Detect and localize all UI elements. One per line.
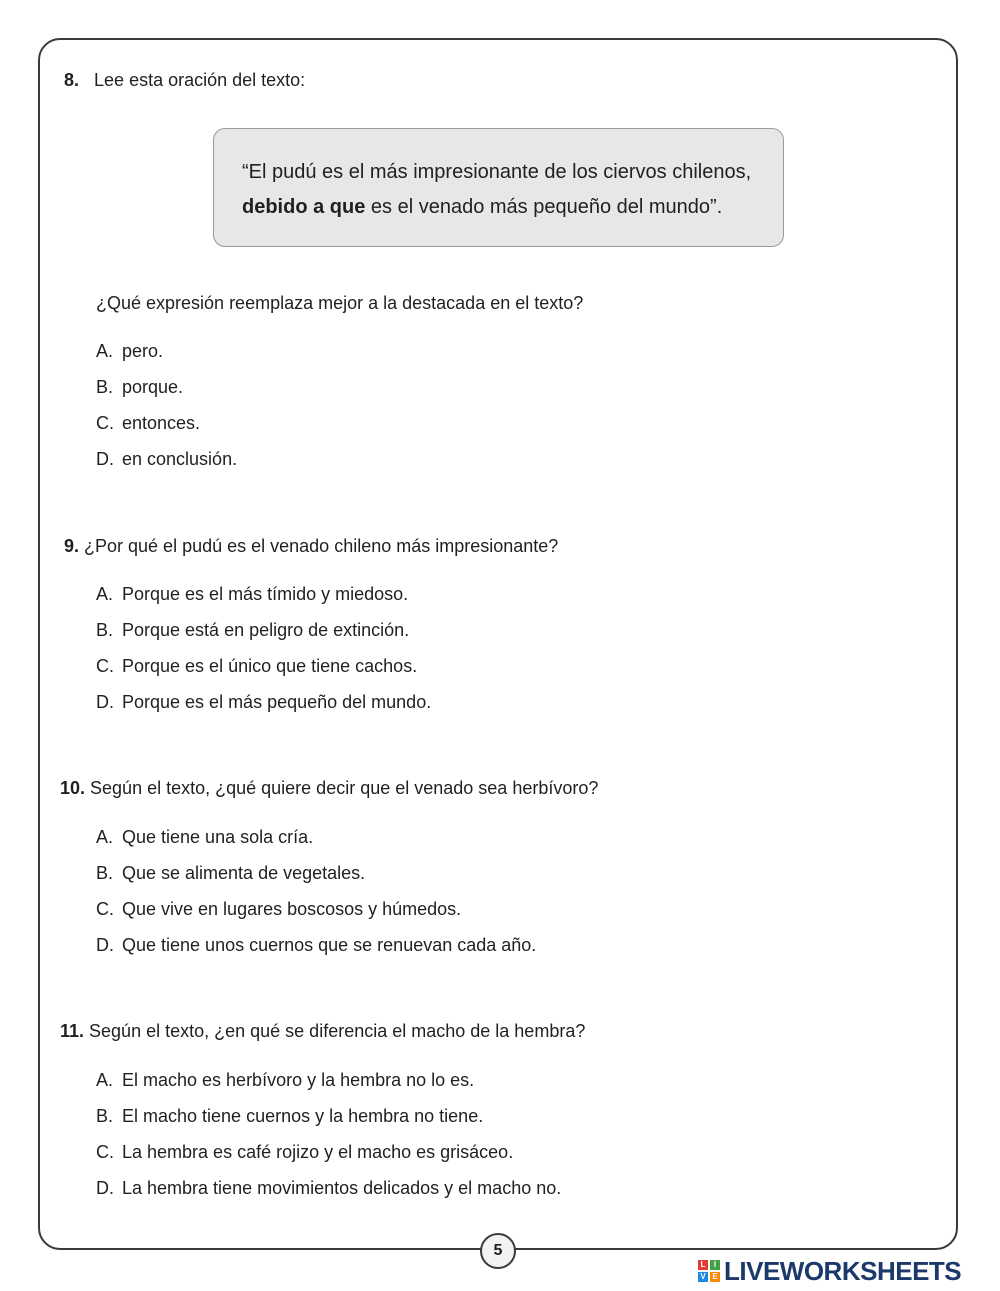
watermark-text: LIVEWORKSHEETS	[724, 1255, 962, 1286]
option-11-b[interactable]	[96, 1105, 483, 1127]
quote-line-1: “El pudú es el más impresionante de los ciervos chilenos,	[242, 161, 752, 183]
question-number: 8.	[64, 70, 80, 90]
option-letter: A.	[96, 341, 114, 361]
option-11-d[interactable]	[96, 1177, 561, 1199]
question-number: 10.	[60, 778, 86, 798]
option-text: El macho es herbívoro y la hembra no lo es.	[122, 1070, 475, 1090]
option-text: El macho tiene cuernos y la hembra no tiene.	[122, 1106, 484, 1126]
question-8-prompt: ¿Qué expresión reemplaza mejor a la destacada en el texto?	[96, 293, 584, 313]
logo-tile: L	[698, 1260, 708, 1270]
quote-highlight: debido a que	[242, 196, 366, 218]
option-text: La hembra es café rojizo y el macho es grisáceo.	[122, 1142, 514, 1162]
option-11-a[interactable]	[96, 1069, 474, 1091]
option-letter: D.	[96, 1178, 114, 1198]
option-letter: D.	[96, 692, 114, 712]
option-8-d[interactable]	[96, 448, 237, 470]
liveworksheets-logo-icon	[698, 1260, 720, 1282]
option-text: pero.	[122, 341, 164, 361]
option-text: entonces.	[122, 413, 201, 433]
logo-tile: E	[710, 1272, 720, 1282]
option-text: Porque es el más pequeño del mundo.	[122, 692, 432, 712]
option-letter: C.	[96, 1142, 114, 1162]
question-text: ¿Por qué el pudú es el venado chileno más impresionante?	[79, 536, 559, 556]
question-9	[64, 535, 558, 557]
option-text: La hembra tiene movimientos delicados y el macho no.	[122, 1178, 562, 1198]
option-8-c[interactable]	[96, 412, 200, 434]
option-text: Que vive en lugares boscosos y húmedos.	[122, 899, 462, 919]
question-number: 9.	[64, 536, 80, 556]
option-text: Porque es el único que tiene cachos.	[122, 656, 418, 676]
option-11-c[interactable]	[96, 1141, 513, 1163]
option-9-d[interactable]	[96, 691, 431, 713]
question-8	[64, 69, 305, 91]
question-number: 11.	[60, 1021, 85, 1041]
question-text: Según el texto, ¿qué quiere decir que el venado sea herbívoro?	[85, 778, 599, 798]
option-letter: B.	[96, 863, 114, 883]
question-text: Lee esta oración del texto:	[94, 70, 306, 90]
option-letter: D.	[96, 449, 114, 469]
option-letter: B.	[96, 377, 114, 397]
option-8-a[interactable]	[96, 340, 163, 362]
option-text: Porque es el más tímido y miedoso.	[122, 584, 409, 604]
option-letter: C.	[96, 413, 114, 433]
logo-tile: I	[710, 1260, 720, 1270]
option-text: Que se alimenta de vegetales.	[122, 863, 366, 883]
page-number: 5	[480, 1233, 516, 1269]
option-10-d[interactable]	[96, 934, 536, 956]
quote-box	[213, 128, 784, 247]
quote-line-2	[242, 190, 783, 225]
question-10	[60, 777, 598, 799]
option-text: Que tiene una sola cría.	[122, 827, 314, 847]
option-letter: A.	[96, 827, 114, 847]
option-text: Porque está en peligro de extinción.	[122, 620, 410, 640]
option-letter: C.	[96, 656, 114, 676]
option-8-b[interactable]	[96, 376, 183, 398]
option-text: Que tiene unos cuernos que se renuevan cada año.	[122, 935, 537, 955]
quote-rest: es el venado más pequeño del mundo”.	[365, 196, 723, 218]
option-9-a[interactable]	[96, 583, 408, 605]
option-letter: A.	[96, 1070, 114, 1090]
liveworksheets-watermark[interactable]	[698, 1255, 962, 1286]
option-letter: B.	[96, 1106, 114, 1126]
option-letter: D.	[96, 935, 114, 955]
option-10-b[interactable]	[96, 862, 365, 884]
option-9-b[interactable]	[96, 619, 409, 641]
option-10-a[interactable]	[96, 826, 313, 848]
option-letter: C.	[96, 899, 114, 919]
option-text: en conclusión.	[122, 449, 238, 469]
option-letter: A.	[96, 584, 114, 604]
option-text: porque.	[122, 377, 184, 397]
option-9-c[interactable]	[96, 655, 417, 677]
logo-tile: V	[698, 1272, 708, 1282]
question-text: Según el texto, ¿en qué se diferencia el macho de la hembra?	[84, 1021, 586, 1041]
option-10-c[interactable]	[96, 898, 461, 920]
question-11	[60, 1020, 585, 1042]
option-letter: B.	[96, 620, 114, 640]
